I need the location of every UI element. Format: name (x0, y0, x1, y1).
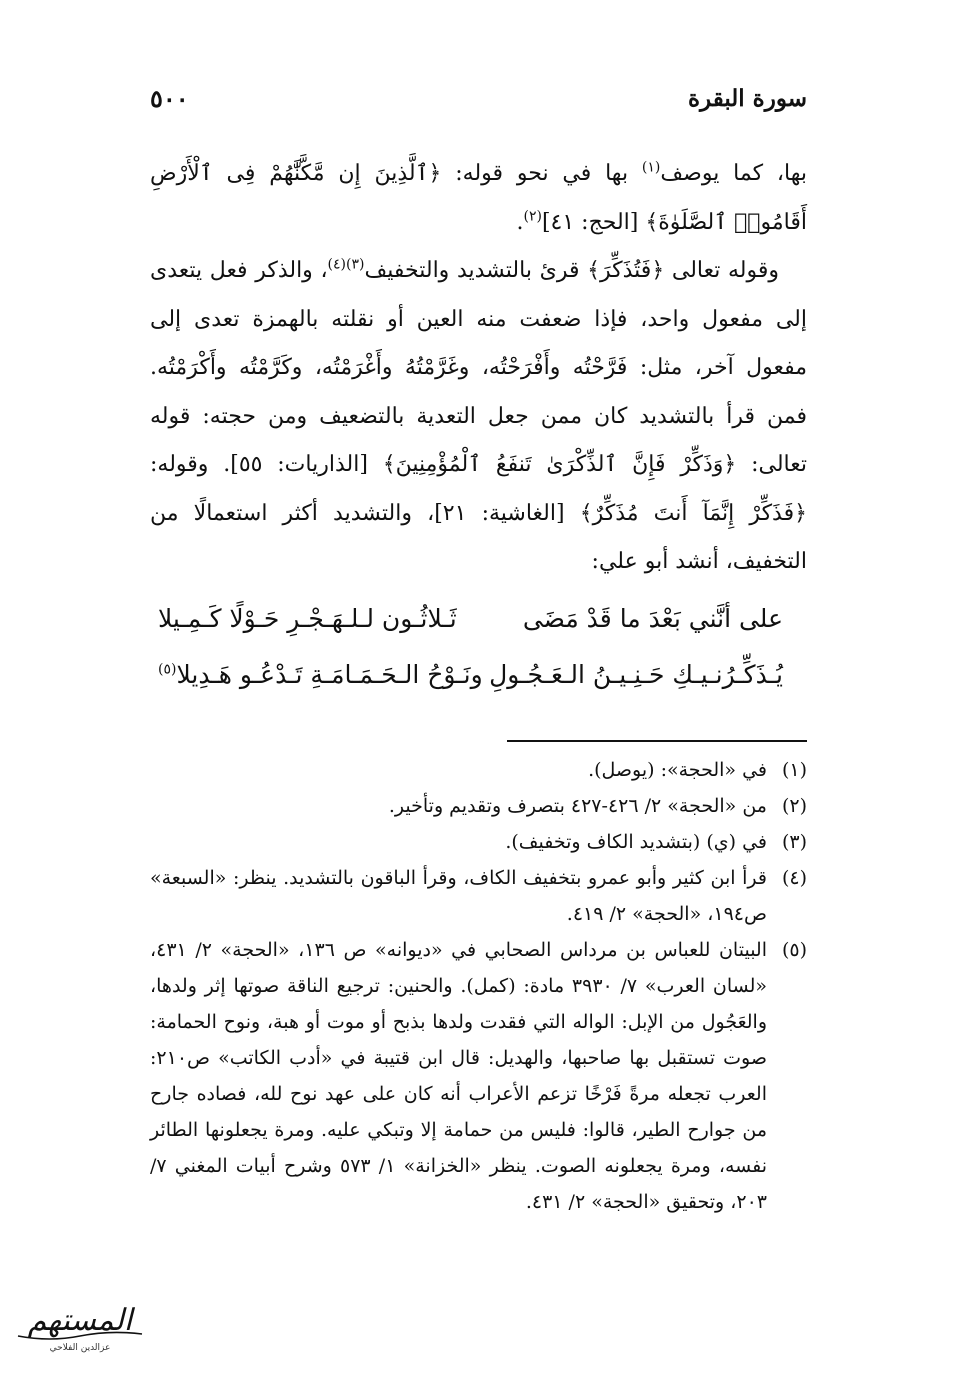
text-run: [الغاشية: ٢١]، والتشديد أكثر استعمالًا من التخفيف، أنشد أبو علي: (150, 500, 807, 574)
footnote-text: البيتان للعباس بن مرداس الصحابي في «ديوانه» ص ١٣٦، «الحجة» ٢/ ٤٣١، «لسان العرب» ٧/ ٣٩٣٠ مادة: (كمل). والحنين: ترجيع الناقة صوتها إثر ولدها، والعَجُول من الإبل: الواله التي فقدت ولدها بذبح أو موت أو هبة، ونوح الحمامة: صوت تستقبل بها صاحبها، والهديل: قال ابن قتيبة في «أدب الكاتب» ص٢١٠: العرب تجعله مرةً فَرْخًا تزعم الأعراب أنه كان على عهد نوح لله، فصاده جارح من جوارح الطير، قالوا: فليس من حمامة إلا وتبكي عليه. ومرة يجعلونها الطائر نفسه، ومرة يجعلونه الصوت. ينظر «الخزانة» ١/ ٥٧٣ وشرح أبيات المغني ٧/ ٢٠٣، وتحقيق «الحجة» ٢/ ٤٣١. (150, 939, 767, 1213)
poem-line-2 (150, 647, 807, 703)
poem-hemistich: ثَـلاثُـون لـلـهَـجْـرِ حَـوْلًا كَـمِـيلا (158, 603, 457, 633)
text-run: قرئ بالتشديد والتخفيف (364, 258, 588, 283)
footnote-text: قرأ ابن كثير وأبو عمرو بتخفيف الكاف، وقرأ الباقون بالتشديد. ينظر: «السبعة» ص١٩٤، «الحجة» ٢/ ٤١٩. (150, 867, 767, 925)
logo-text: المستهم (27, 1303, 133, 1338)
page-number: ٥٠٠ (150, 83, 189, 113)
footnote-ref: (١) (641, 159, 661, 176)
footnote-number: (١) (781, 759, 807, 781)
publisher-logo-icon (10, 1296, 150, 1356)
poem-hemistich (158, 647, 483, 703)
quran-verse: ﴿ٱلَّذِينَ إِن مَّكَّنَّٰهُمْ فِى ٱلْأَرْضِ أَقَامُوا۟ ٱلصَّلَوٰةَ﴾ (150, 161, 807, 235)
footnote (150, 860, 807, 932)
paragraph-1 (150, 150, 807, 247)
poem-hemistich: يُـذَكِّـرُنـيـكِ حَـنِـيـنُ الـعَـجُـولِ (489, 659, 783, 689)
logo-subtext: عزالدين الفلاحي (49, 1343, 111, 1353)
footnote-number: (٤) (781, 867, 807, 889)
paragraph-2 (150, 247, 807, 587)
poem-hemistich: على أنَّني بَعْدَ ما قَدْ مَضَى (522, 603, 783, 633)
footnote (150, 788, 807, 824)
poem-text: ونَـوْحُ الـحَـمَـامَـةِ تَـدْعُـو هَـدِيلا (176, 659, 483, 689)
poem-line-1 (150, 591, 807, 647)
text-run: وقوله تعالى (664, 258, 779, 283)
footnote-text: من «الحجة» ٢/ ٤٢٦-٤٢٧ بتصرف وتقديم وتأخير. (388, 795, 767, 817)
footnote-ref: (٢) (523, 208, 542, 225)
footnote-separator (507, 740, 807, 742)
footnotes (150, 752, 807, 1220)
footnote-number: (٥) (781, 939, 807, 961)
footnote (150, 932, 807, 1220)
text-run: بها في نحو قوله: (441, 161, 642, 186)
poem (150, 591, 807, 703)
main-text (150, 150, 807, 703)
quran-verse: ﴿فَتُذَكِّرَ﴾ (587, 258, 665, 283)
page-header (150, 78, 807, 118)
quran-verse: ﴿فَذَكِّرْ إِنَّمَآ أَنتَ مُذَكِّرٌ﴾ (579, 500, 807, 526)
footnote (150, 752, 807, 788)
surah-title: سورة البقرة (687, 84, 807, 112)
footnote-number: (٢) (781, 795, 807, 817)
verse-reference: [الذاريات: ٥٥]. وقوله: (150, 452, 383, 477)
footnote-text: في (ي) (بتشديد الكاف وتخفيف). (505, 831, 767, 853)
quran-verse: ﴿وَذَكِّرْ فَإِنَّ ٱلذِّكْرَىٰ تَنفَعُ ٱلْمُؤْمِنِينَ﴾ (382, 452, 737, 477)
footnote-number: (٣) (781, 831, 807, 853)
text-run: ، والذكر فعل يتعدى إلى مفعول واحد، فإذا ضعفت منه العين أو نقلته بالهمزة تعدى إلى مفعول آخر، مثل: فَرَّحْتُه وأَفْرَحْتُه، وغَرَّمْتُهُ وأَغْرَمْتُه، وكَرَّمْتُه وأَكْرَمْتُه. فمن قرأ بالتشديد كان ممن جعل التعدية بالتضعيف ومن حجته: قوله تعالى: (150, 258, 807, 477)
verse-reference: [الحج: ٤١] (541, 209, 646, 235)
footnote-ref: (٥) (158, 661, 177, 678)
text-run: . (516, 209, 524, 235)
footnote-ref: (٣)(٤) (327, 256, 365, 273)
footnote-text: في «الحجة»: (يوصل). (588, 759, 767, 781)
footnote (150, 824, 807, 860)
text-run: بها، كما يوصف (660, 161, 807, 186)
